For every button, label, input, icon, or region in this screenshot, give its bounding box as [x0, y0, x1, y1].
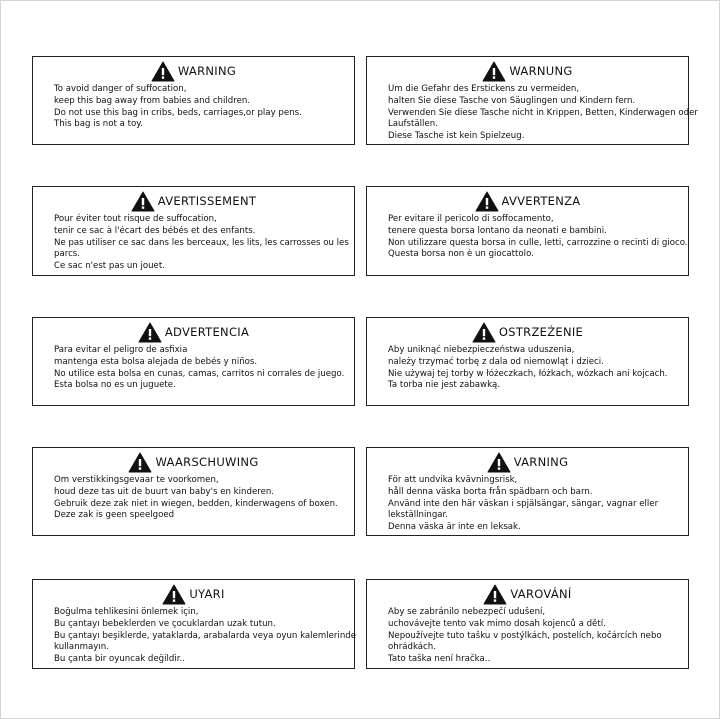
- warning-text-line: Para evitar el peligro de asfixia: [54, 345, 188, 355]
- warning-text-line: parcs.: [54, 249, 80, 260]
- warning-triangle-icon: [162, 584, 186, 605]
- warning-title: WARNING: [177, 64, 237, 78]
- warning-text-line: Deze zak is geen speelgoed: [54, 510, 175, 521]
- warning-text-line: Nepoužívejte tuto tašku v postýlkách, postelích, kočárcích nebo: [388, 630, 662, 641]
- warning-body: [33, 474, 354, 522]
- warning-text-line: No utilice esta bolsa en cunas, camas, carritos ni corrales de juego.: [54, 368, 345, 379]
- warning-text-line: mantenga esta bolsa alejada de bebés y niños.: [54, 356, 258, 367]
- warning-box-warnung: [366, 56, 698, 145]
- warning-text-line: håll denna väska borta från spädbarn och barn.: [388, 486, 593, 497]
- warning-triangle-icon: [128, 452, 152, 473]
- warning-text-line: Tato taška není hračka..: [388, 654, 491, 665]
- warning-triangle-icon: [472, 322, 496, 343]
- warning-body: [367, 474, 688, 534]
- warning-title: WARNUNG: [509, 64, 573, 78]
- warning-triangle-icon: [151, 61, 175, 82]
- warning-body: [367, 213, 688, 261]
- warning-text-line: Bu çantayı bebeklerden ve çocuklardan uzak tutun.: [54, 618, 276, 629]
- warning-heading: [367, 450, 688, 474]
- warning-text-line: Aby uniknąć niebezpieczeństwa uduszenia,: [388, 345, 575, 355]
- warning-text-line: Pour éviter tout risque de suffocation,: [54, 214, 217, 224]
- warning-text-line: Bu çanta bir oyuncak değildir..: [54, 654, 185, 665]
- warning-heading: [33, 450, 354, 474]
- warning-triangle-icon: [487, 452, 511, 473]
- warning-text-line: Använd inte den här väskan i spjälsängar, sängar, vagnar eller: [388, 498, 659, 509]
- warning-text-line: tenere questa borsa lontano da neonati e bambini.: [388, 225, 607, 236]
- warning-body: [33, 83, 354, 131]
- warning-box-ostrzezenie: [366, 317, 689, 406]
- warning-title: UYARI: [189, 587, 225, 601]
- warning-title: AVVERTENZA: [501, 194, 581, 208]
- warning-box-warning: [32, 56, 355, 145]
- warning-title: WAARSCHUWING: [155, 455, 259, 469]
- warning-heading: [367, 582, 688, 606]
- warning-text-line: Bu çantayı beşiklerde, yataklarda, arabalarda veya oyun kalemlerinde: [54, 630, 357, 641]
- warning-text-line: Non utilizzare questa borsa in culle, letti, carrozzine o recinti di gioco.: [388, 237, 688, 248]
- warning-heading: [33, 320, 354, 344]
- warning-heading: [33, 189, 354, 213]
- warning-text-line: Verwenden Sie diese Tasche nicht in Krippen, Betten, Kinderwagen oder: [388, 107, 698, 118]
- warning-title: VARNING: [513, 455, 569, 469]
- warning-text-line: Boğulma tehlikesini önlemek için,: [54, 607, 199, 617]
- warning-box-uyari: [32, 579, 355, 669]
- warning-heading: [367, 320, 688, 344]
- warning-triangle-icon: [482, 61, 506, 82]
- warning-text-line: Questa borsa non è un giocattolo.: [388, 249, 534, 260]
- warning-text-line: To avoid danger of suffocation,: [54, 84, 187, 94]
- warning-text-line: Ta torba nie jest zabawką.: [388, 380, 501, 391]
- warning-title: VAROVÁNÍ: [510, 587, 572, 601]
- warning-text-line: lekställningar.: [388, 510, 449, 521]
- warning-body: [33, 213, 354, 273]
- warning-text-line: För att undvika kvävningsrisk,: [388, 475, 518, 485]
- warning-text-line: ohrádkách.: [388, 642, 436, 653]
- warning-text-line: Laufställen.: [388, 119, 438, 130]
- warning-heading: [33, 582, 354, 606]
- warning-text-line: Um die Gefahr des Erstickens zu vermeiden,: [388, 84, 580, 94]
- warning-triangle-icon: [483, 584, 507, 605]
- warning-box-waarschuwing: [32, 447, 355, 536]
- warning-text-line: halten Sie diese Tasche von Säuglingen und Kindern fern.: [388, 95, 636, 106]
- warning-text-line: Denna väska är inte en leksak.: [388, 522, 521, 533]
- warning-text-line: Per evitare il pericolo di soffocamento,: [388, 214, 554, 224]
- warning-body: [33, 344, 354, 392]
- warning-heading: [33, 59, 354, 83]
- warning-box-avvertenza: [366, 186, 689, 276]
- warning-title: ADVERTENCIA: [164, 325, 250, 339]
- warning-text-line: Diese Tasche ist kein Spielzeug.: [388, 131, 525, 142]
- warning-body: [33, 606, 357, 666]
- warning-text-line: Aby se zabránilo nebezpečí udušení,: [388, 607, 546, 617]
- warning-text-line: Nie używaj tej torby w łóżeczkach, łóżkach, wózkach ani kojcach.: [388, 368, 668, 379]
- warning-text-line: tenir ce sac à l'écart des bébés et des enfants.: [54, 225, 256, 236]
- warning-triangle-icon: [131, 191, 155, 212]
- warning-body: [367, 344, 688, 392]
- warning-text-line: Om verstikkingsgevaar te voorkomen,: [54, 475, 219, 485]
- warning-title: AVERTISSEMENT: [157, 194, 257, 208]
- warning-text-line: This bag is not a toy.: [54, 119, 143, 130]
- warning-text-line: houd deze tas uit de buurt van baby's en kinderen.: [54, 486, 275, 497]
- warning-body: [367, 83, 698, 143]
- warning-title: OSTRZEŻENIE: [498, 325, 584, 339]
- warning-text-line: należy trzymać torbę z dala od niemowląt i dzieci.: [388, 356, 604, 367]
- warning-text-line: keep this bag away from babies and children.: [54, 95, 251, 106]
- warning-text-line: Gebruik deze zak niet in wiegen, bedden, kinderwagens of boxen.: [54, 498, 338, 509]
- warning-heading: [367, 189, 688, 213]
- warning-box-varovani: [366, 579, 689, 669]
- warning-box-avertissement: [32, 186, 355, 276]
- warning-text-line: Ne pas utiliser ce sac dans les berceaux, les lits, les carrosses ou les: [54, 237, 349, 248]
- warning-text-line: Ce sac n'est pas un jouet.: [54, 261, 165, 272]
- warning-triangle-icon: [138, 322, 162, 343]
- warning-box-advertencia: [32, 317, 355, 406]
- warning-box-varning: [366, 447, 689, 536]
- warning-heading: [367, 59, 688, 83]
- warning-text-line: Esta bolsa no es un juguete.: [54, 380, 176, 391]
- warning-text-line: kullanmayın.: [54, 642, 109, 653]
- warning-text-line: uchovávejte tento vak mimo dosah kojenců a dětí.: [388, 618, 606, 629]
- warning-triangle-icon: [475, 191, 499, 212]
- warning-body: [367, 606, 688, 666]
- warning-text-line: Do not use this bag in cribs, beds, carriages,or play pens.: [54, 107, 302, 118]
